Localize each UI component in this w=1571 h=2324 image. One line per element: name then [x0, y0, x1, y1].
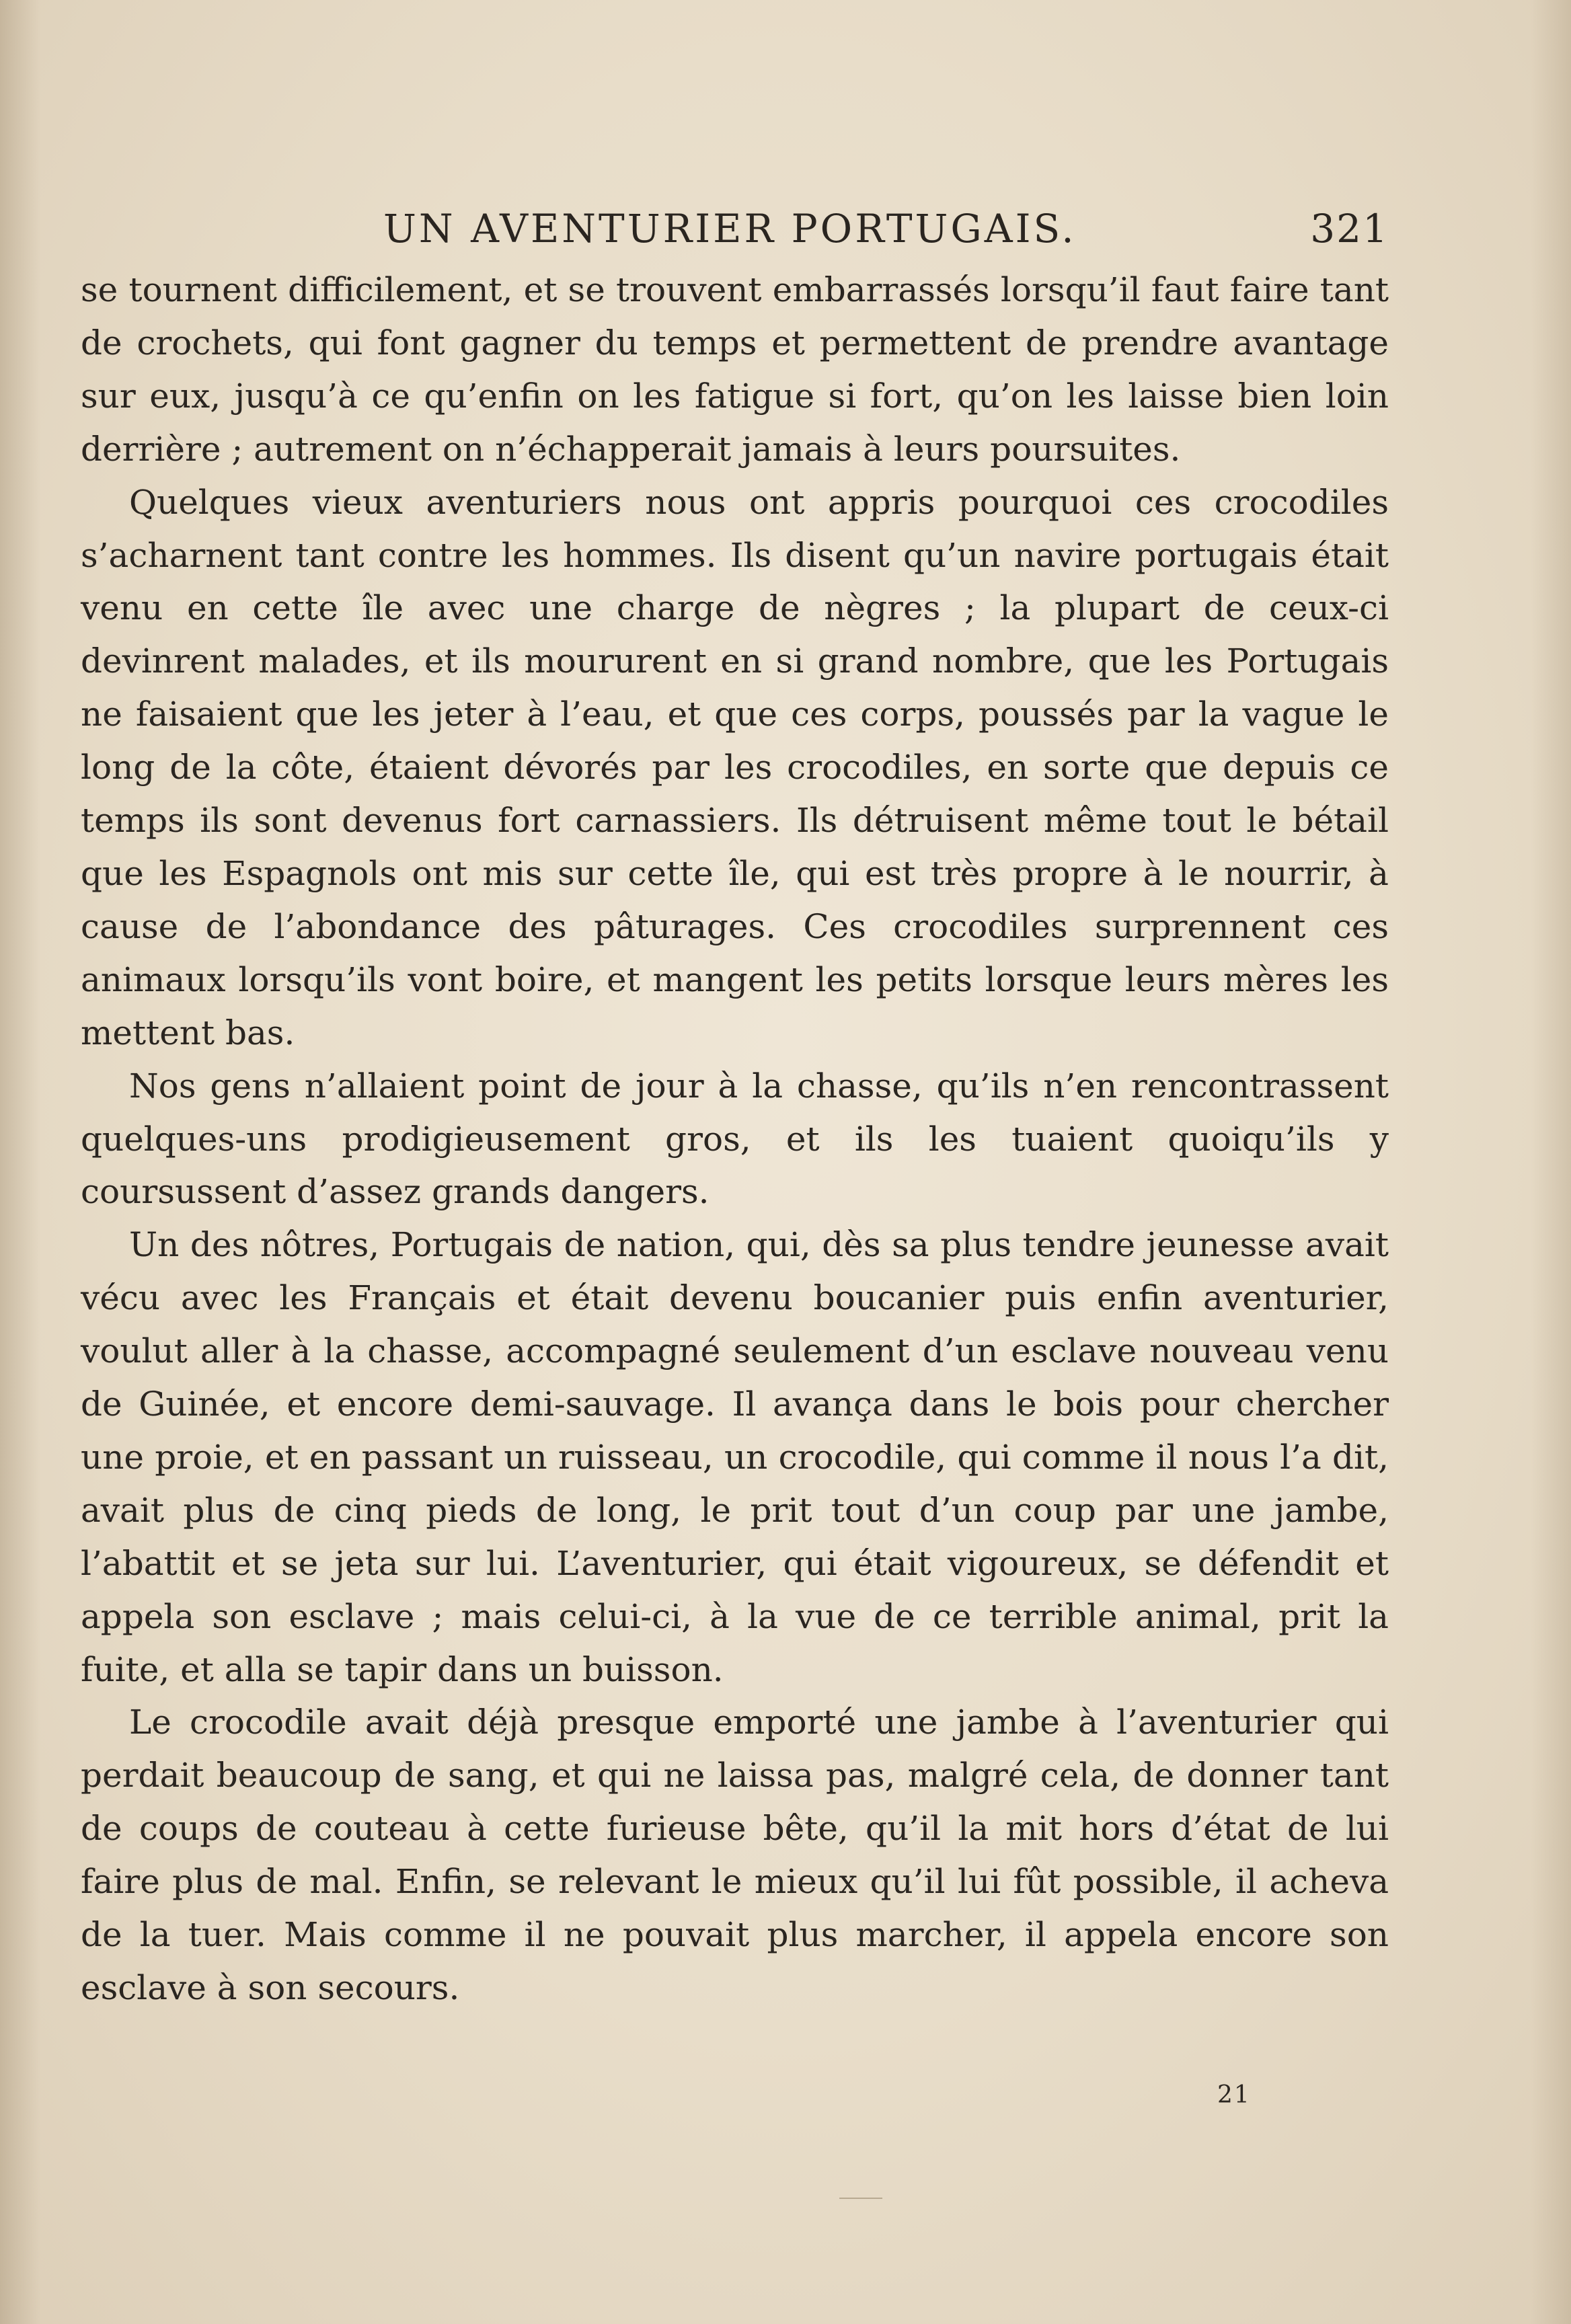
paragraph-2: Quelques vieux aventuriers nous ont appris pourquoi ces crocodiles s’acharnent tant contre les hommes. Ils disent qu’un navire portugais était venu en cette île avec une charge de nègres ; la plupart de ceux-ci devinrent malades, et ils moururent en si grand nombre, que les Portugais ne faisaient que les jeter à l’eau, et que ces corps, poussés par la vague le long de la côte, étaient dévorés par les crocodiles, en sorte que depuis ce temps ils sont devenus fort carnassiers. Ils détruisent même tout le bétail que les Espagnols ont mis sur cette île, qui est très propre à le nourrir, à cause de l’abondance des pâturages. Ces crocodiles surprennent ces animaux lorsqu’ils vont boire, et mangent les petits lorsque leurs mères les mettent bas.	[81, 482, 1389, 1052]
page-edge-shadow-right	[1531, 0, 1571, 2324]
body-text	[81, 264, 1389, 2015]
page-header	[81, 202, 1389, 256]
running-title: UN AVENTURIER PORTUGAIS.	[383, 206, 1077, 251]
printer-dash-mark	[839, 2198, 882, 2199]
page-edge-shadow-left	[0, 0, 40, 2324]
paragraph-1: se tournent difficilement, et se trouvent embarrassés lorsqu’il faut faire tant de crochets, qui font gagner du temps et permettent de prendre avantage sur eux, jusqu’à ce qu’enfin on les fatigue si fort, qu’on les laisse bien loin derrière ; autrement on n’échapperait jamais à leurs poursuites.	[81, 270, 1389, 469]
paragraph-3: Nos gens n’allaient point de jour à la chasse, qu’ils n’en rencontrassent quelques-uns prodigieusement gros, et ils les tuaient quoiqu’ils y coursussent d’assez grands dangers.	[81, 1066, 1389, 1212]
paragraph-4: Un des nôtres, Portugais de nation, qui, dès sa plus tendre jeunesse avait vécu avec les Français et était devenu boucanier puis enfin aventurier, voulut aller à la chasse, accompagné seulement d’un esclave nouveau venu de Guinée, et encore demi-sauvage. Il avança dans le bois pour chercher une proie, et en passant un ruisseau, un crocodile, qui comme il nous l’a dit, avait plus de cinq pieds de long, le prit tout d’un coup par une jambe, l’abattit et se jeta sur lui. L’aventurier, qui était vigoureux, se défendit et appela son esclave ; mais celui-ci, à la vue de ce terrible animal, prit la fuite, et alla se tapir dans un buisson.	[81, 1225, 1389, 1689]
paragraph-5: Le crocodile avait déjà presque emporté une jambe à l’aventurier qui perdait beaucoup de sang, et qui ne laissa pas, malgré cela, de donner tant de coups de couteau à cette furieuse bête, qu’il la mit hors d’état de lui faire plus de mal. Enfin, se relevant le mieux qu’il lui fût possible, il acheva de la tuer. Mais comme il ne pouvait plus marcher, il appela encore son esclave à son secours.	[81, 1703, 1389, 2007]
signature-mark: 21	[1217, 2081, 1251, 2109]
page-number: 321	[1310, 206, 1389, 251]
